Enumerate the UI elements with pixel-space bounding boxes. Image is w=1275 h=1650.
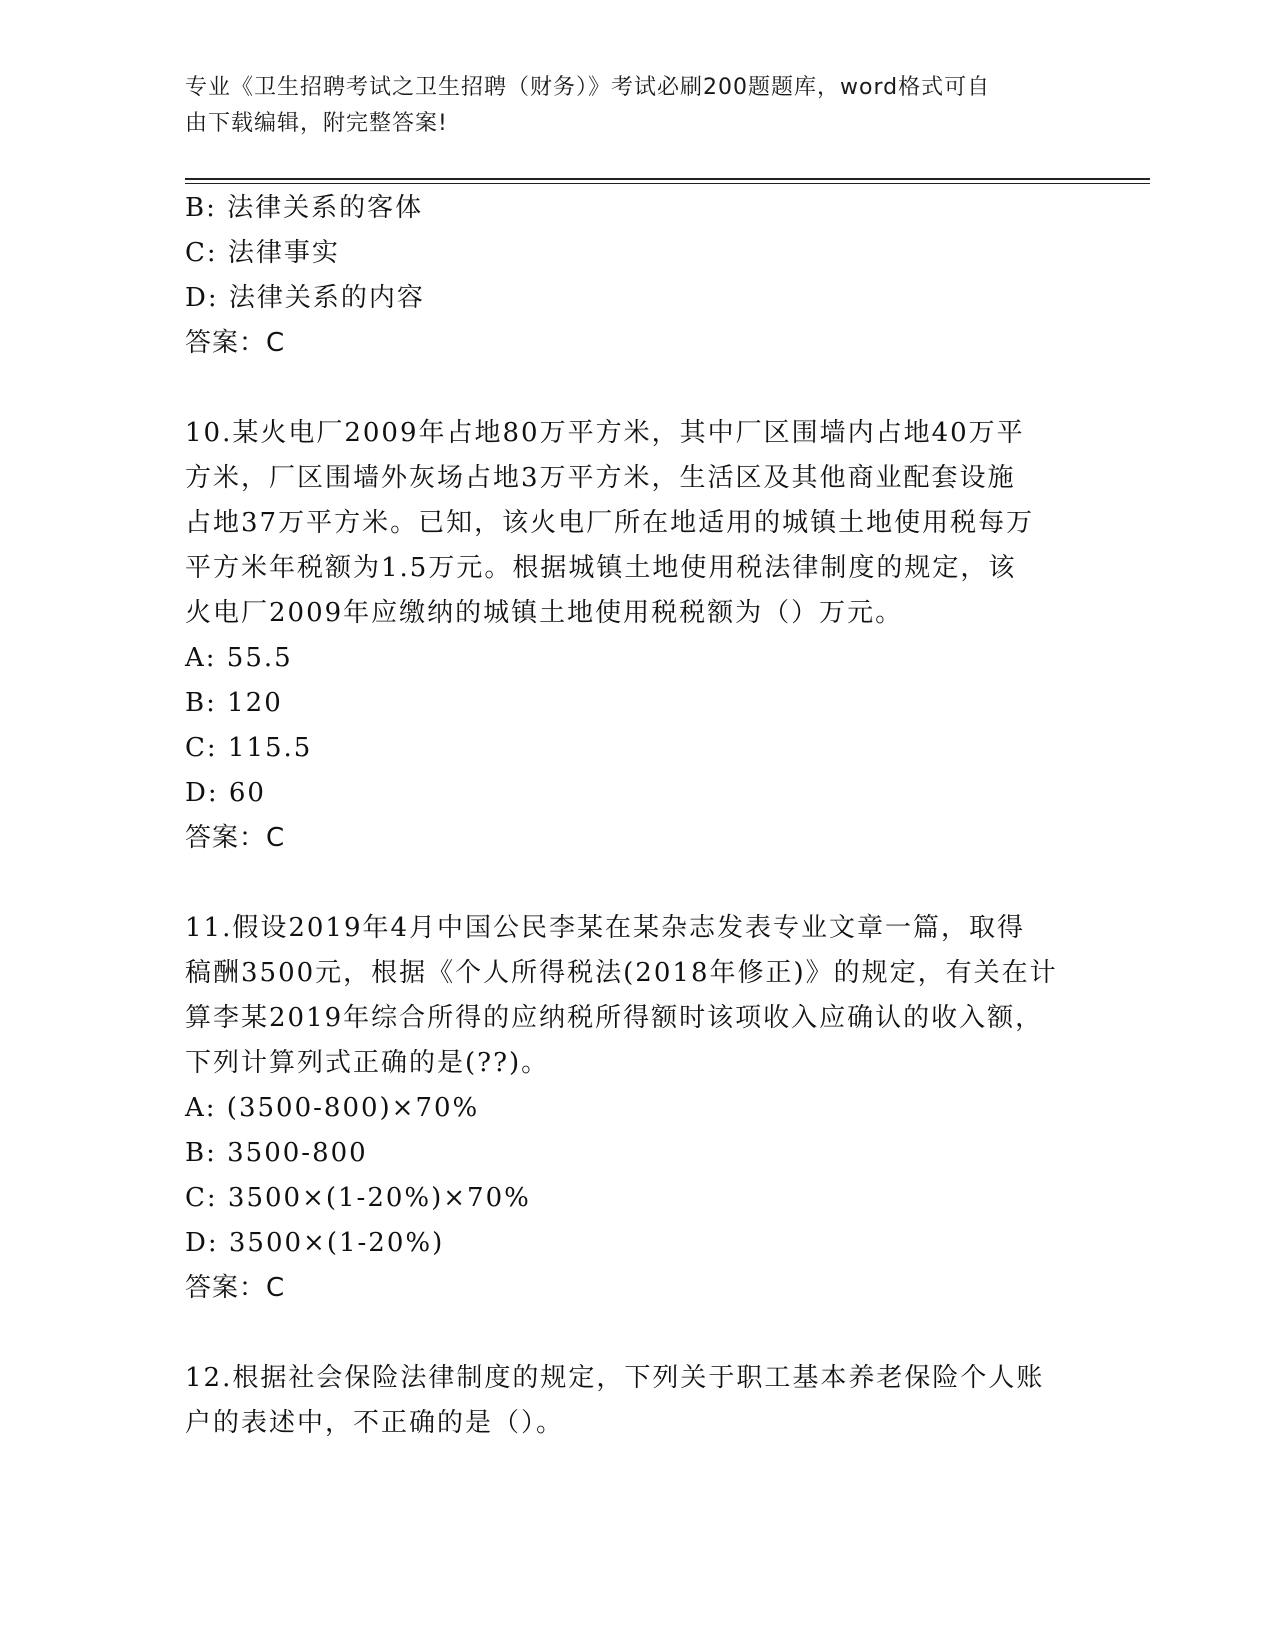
- question-12-text: [185, 1356, 1065, 1446]
- question-line: 11.假设2019年4月中国公民李某在某杂志发表专业文章一篇，取得: [185, 913, 1026, 943]
- question-line: 平方米年税额为1.5万元。根据城镇土地使用税法律制度的规定，该: [185, 553, 1017, 583]
- answer-line: 答案：C: [185, 328, 286, 358]
- header-rule-thin: [185, 183, 1150, 184]
- document-body: [185, 186, 1085, 1446]
- document-header: [185, 70, 1065, 142]
- option-d: D: 法律关系的内容: [185, 283, 425, 313]
- answer-line: 答案：C: [185, 823, 286, 853]
- question-10-text: [185, 411, 1065, 636]
- option-d: D: 3500×(1-20%): [185, 1228, 445, 1258]
- option-c: C: 3500×(1-20%)×70%: [185, 1183, 531, 1213]
- question-9-block: [185, 186, 1085, 366]
- header-rule-thick: [185, 178, 1150, 180]
- answer-line: 答案：C: [185, 1273, 286, 1303]
- option-a: A: 55.5: [185, 643, 293, 673]
- spacer: [185, 1311, 1085, 1356]
- question-10-block: [185, 411, 1085, 861]
- question-line: 算李某2019年综合所得的应纳税所得额时该项收入应确认的收入额，: [185, 1003, 1044, 1033]
- spacer: [185, 861, 1085, 906]
- question-11-text: [185, 906, 1065, 1086]
- header-line-2: 由下载编辑，附完整答案!: [185, 111, 448, 136]
- option-b: B: 120: [185, 688, 283, 718]
- question-line: 占地37万平方米。已知，该火电厂所在地适用的城镇土地使用税每万: [185, 508, 1035, 538]
- option-b: B: 法律关系的客体: [185, 193, 424, 223]
- question-line: 10.某火电厂2009年占地80万平方米，其中厂区围墙内占地40万平: [185, 418, 1025, 448]
- option-a: A: (3500-800)×70%: [185, 1093, 480, 1123]
- question-line: 户的表述中，不正确的是（）。: [185, 1408, 565, 1438]
- question-line: 下列计算列式正确的是(??)。: [185, 1048, 550, 1078]
- header-line-1: 专业《卫生招聘考试之卫生招聘（财务）》考试必刷200题题库，word格式可自: [185, 75, 991, 100]
- question-line: 12.根据社会保险法律制度的规定，下列关于职工基本养老保险个人账: [185, 1363, 1045, 1393]
- option-c: C: 115.5: [185, 733, 313, 763]
- option-d: D: 60: [185, 778, 266, 808]
- question-line: 稿酬3500元，根据《个人所得税法(2018年修正)》的规定，有关在计: [185, 958, 1058, 988]
- question-11-block: [185, 906, 1085, 1311]
- question-line: 火电厂2009年应缴纳的城镇土地使用税税额为（）万元。: [185, 598, 904, 628]
- question-line: 方米，厂区围墙外灰场占地3万平方米，生活区及其他商业配套设施: [185, 463, 1016, 493]
- question-12-block: [185, 1356, 1085, 1446]
- option-b: B: 3500-800: [185, 1138, 368, 1168]
- option-c: C: 法律事实: [185, 238, 340, 268]
- spacer: [185, 366, 1085, 411]
